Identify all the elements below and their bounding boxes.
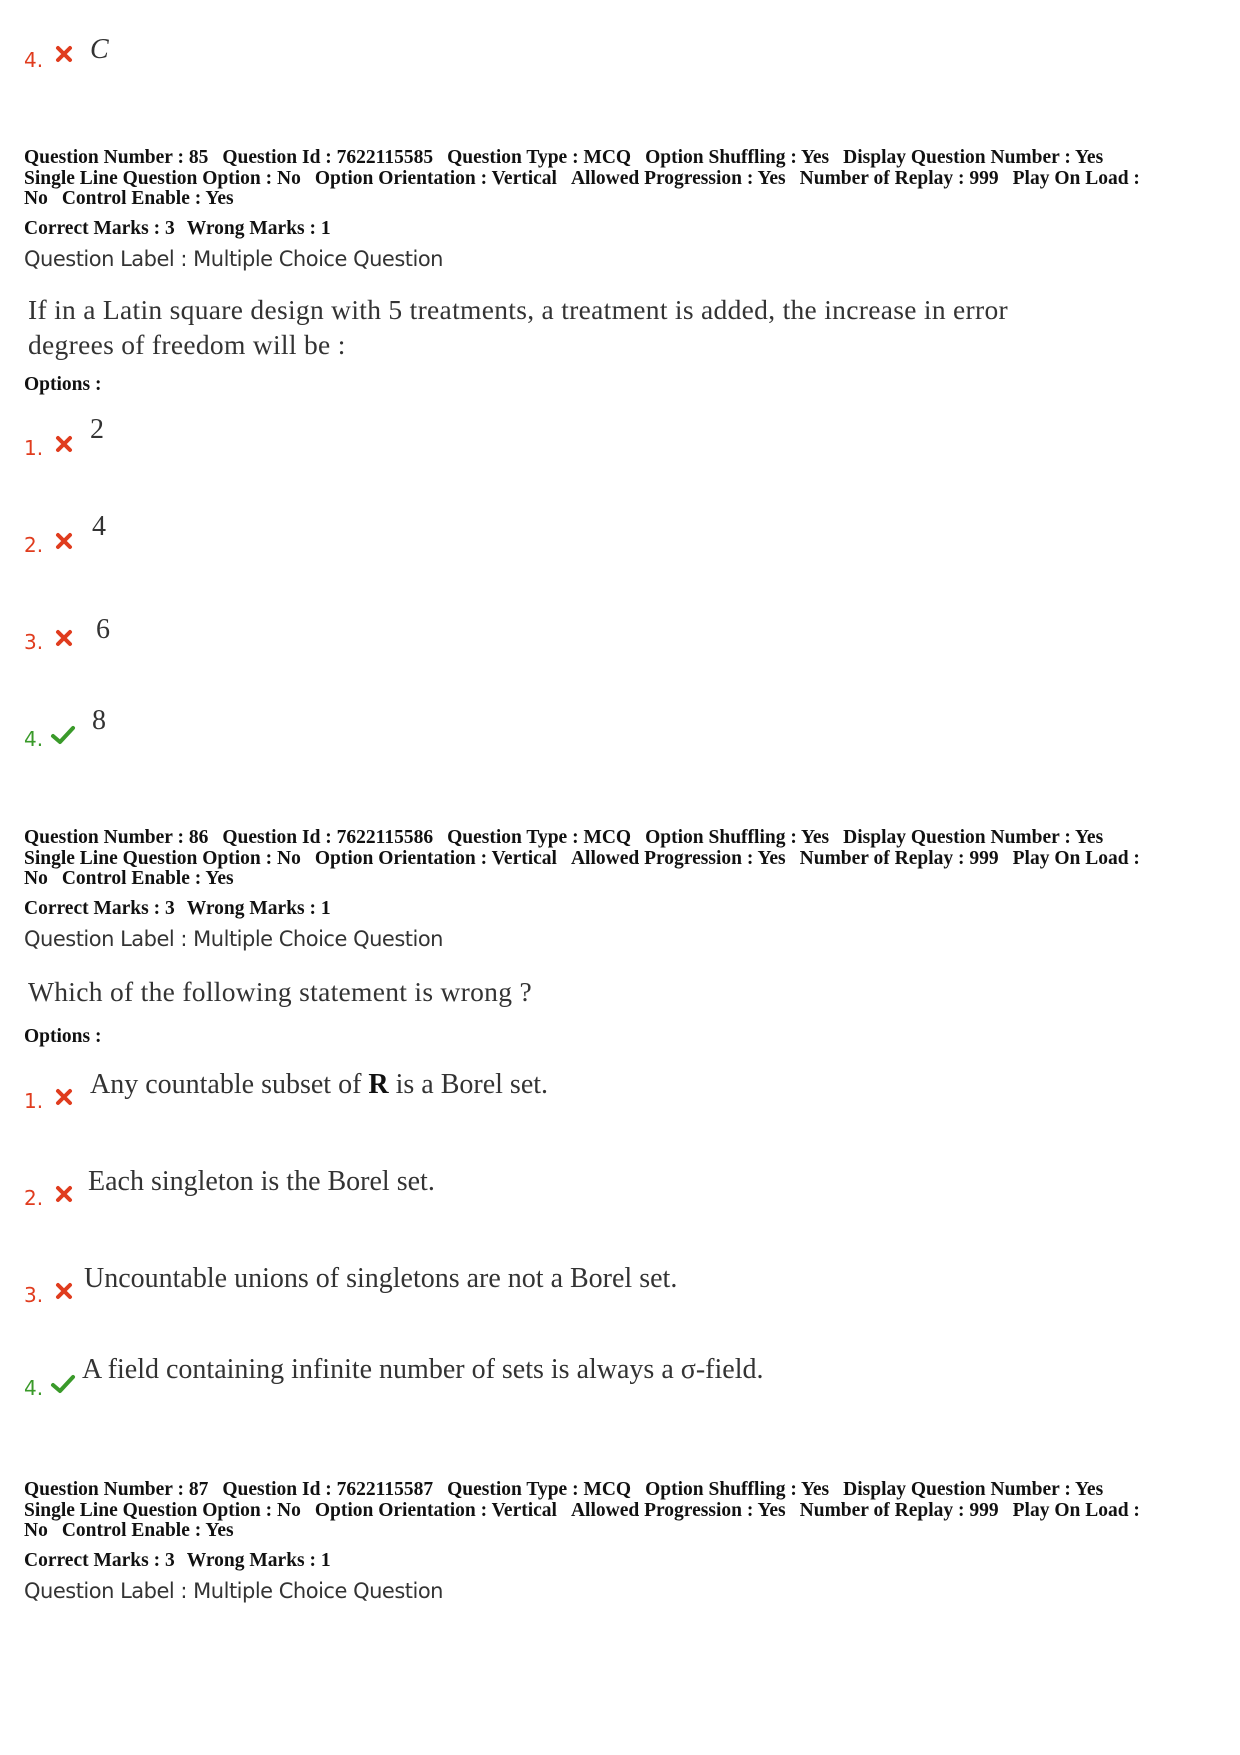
option-text: 8 bbox=[92, 705, 106, 736]
option-text: Any countable subset of R is a Borel set. bbox=[90, 1069, 549, 1100]
option-text: A field containing infinite number of sets is always a σ-field. bbox=[82, 1354, 764, 1385]
question-meta bbox=[24, 1480, 1154, 1542]
option-number: 2. bbox=[24, 1186, 44, 1210]
meta-line-2: Single Line Question Option : No Option Orientation : Vertical Allowed Progression : Yes Number of Replay : 999 Play On Load : bbox=[24, 847, 1140, 869]
option-number: 1. bbox=[24, 1089, 44, 1113]
question-label: Question Label : Multiple Choice Question bbox=[24, 247, 443, 271]
option-number: 3. bbox=[24, 630, 44, 654]
option-number: 1. bbox=[24, 436, 44, 460]
option-text: 2 bbox=[90, 414, 104, 445]
wrong-cross-icon bbox=[54, 434, 74, 454]
question-meta bbox=[24, 148, 1154, 210]
meta-line-2: Single Line Question Option : No Option Orientation : Vertical Allowed Progression : Yes Number of Replay : 999 Play On Load : bbox=[24, 167, 1140, 189]
wrong-cross-icon bbox=[54, 1281, 74, 1301]
option-number: 4. bbox=[24, 48, 44, 72]
wrong-cross-icon bbox=[54, 1184, 74, 1204]
options-label: Options : bbox=[24, 374, 102, 395]
option-text: C bbox=[90, 34, 109, 65]
wrong-cross-icon bbox=[54, 531, 74, 551]
marks-line: Correct Marks : 3 Wrong Marks : 1 bbox=[24, 1550, 331, 1571]
wrong-cross-icon bbox=[54, 44, 74, 64]
question-text: Which of the following statement is wrong ? bbox=[28, 976, 532, 1007]
meta-line-3: No Control Enable : Yes bbox=[24, 1520, 234, 1541]
correct-check-icon bbox=[50, 725, 76, 745]
correct-check-icon bbox=[50, 1374, 76, 1394]
wrong-cross-icon bbox=[54, 628, 74, 648]
option-number: 4. bbox=[24, 727, 44, 751]
marks-line: Correct Marks : 3 Wrong Marks : 1 bbox=[24, 898, 331, 919]
wrong-cross-icon bbox=[54, 1087, 74, 1107]
options-label: Options : bbox=[24, 1026, 102, 1047]
meta-line-1: Question Number : 86 Question Id : 7622115586 Question Type : MCQ Option Shuffling : Yes Display Question Number : Yes bbox=[24, 827, 1104, 848]
meta-line-1: Question Number : 87 Question Id : 7622115587 Question Type : MCQ Option Shuffling : Yes Display Question Number : Yes bbox=[24, 1479, 1104, 1500]
meta-line-1: Question Number : 85 Question Id : 7622115585 Question Type : MCQ Option Shuffling : Yes Display Question Number : Yes bbox=[24, 147, 1104, 168]
meta-line-3: No Control Enable : Yes bbox=[24, 188, 234, 209]
question-label: Question Label : Multiple Choice Question bbox=[24, 927, 443, 951]
option-text: 6 bbox=[96, 614, 110, 645]
option-number: 4. bbox=[24, 1376, 44, 1400]
option-number: 3. bbox=[24, 1283, 44, 1307]
option-text: Uncountable unions of singletons are not a Borel set. bbox=[84, 1263, 678, 1294]
option-number: 2. bbox=[24, 533, 44, 557]
meta-line-2: Single Line Question Option : No Option Orientation : Vertical Allowed Progression : Yes Number of Replay : 999 Play On Load : bbox=[24, 1499, 1140, 1521]
marks-line: Correct Marks : 3 Wrong Marks : 1 bbox=[24, 218, 331, 239]
question-meta bbox=[24, 828, 1154, 890]
question-text: If in a Latin square design with 5 treatments, a treatment is added, the increase in error degrees of freedom will be : bbox=[28, 294, 1008, 360]
option-text: Each singleton is the Borel set. bbox=[88, 1166, 435, 1197]
meta-line-3: No Control Enable : Yes bbox=[24, 868, 234, 889]
option-text: 4 bbox=[92, 511, 106, 542]
question-label: Question Label : Multiple Choice Question bbox=[24, 1579, 443, 1603]
